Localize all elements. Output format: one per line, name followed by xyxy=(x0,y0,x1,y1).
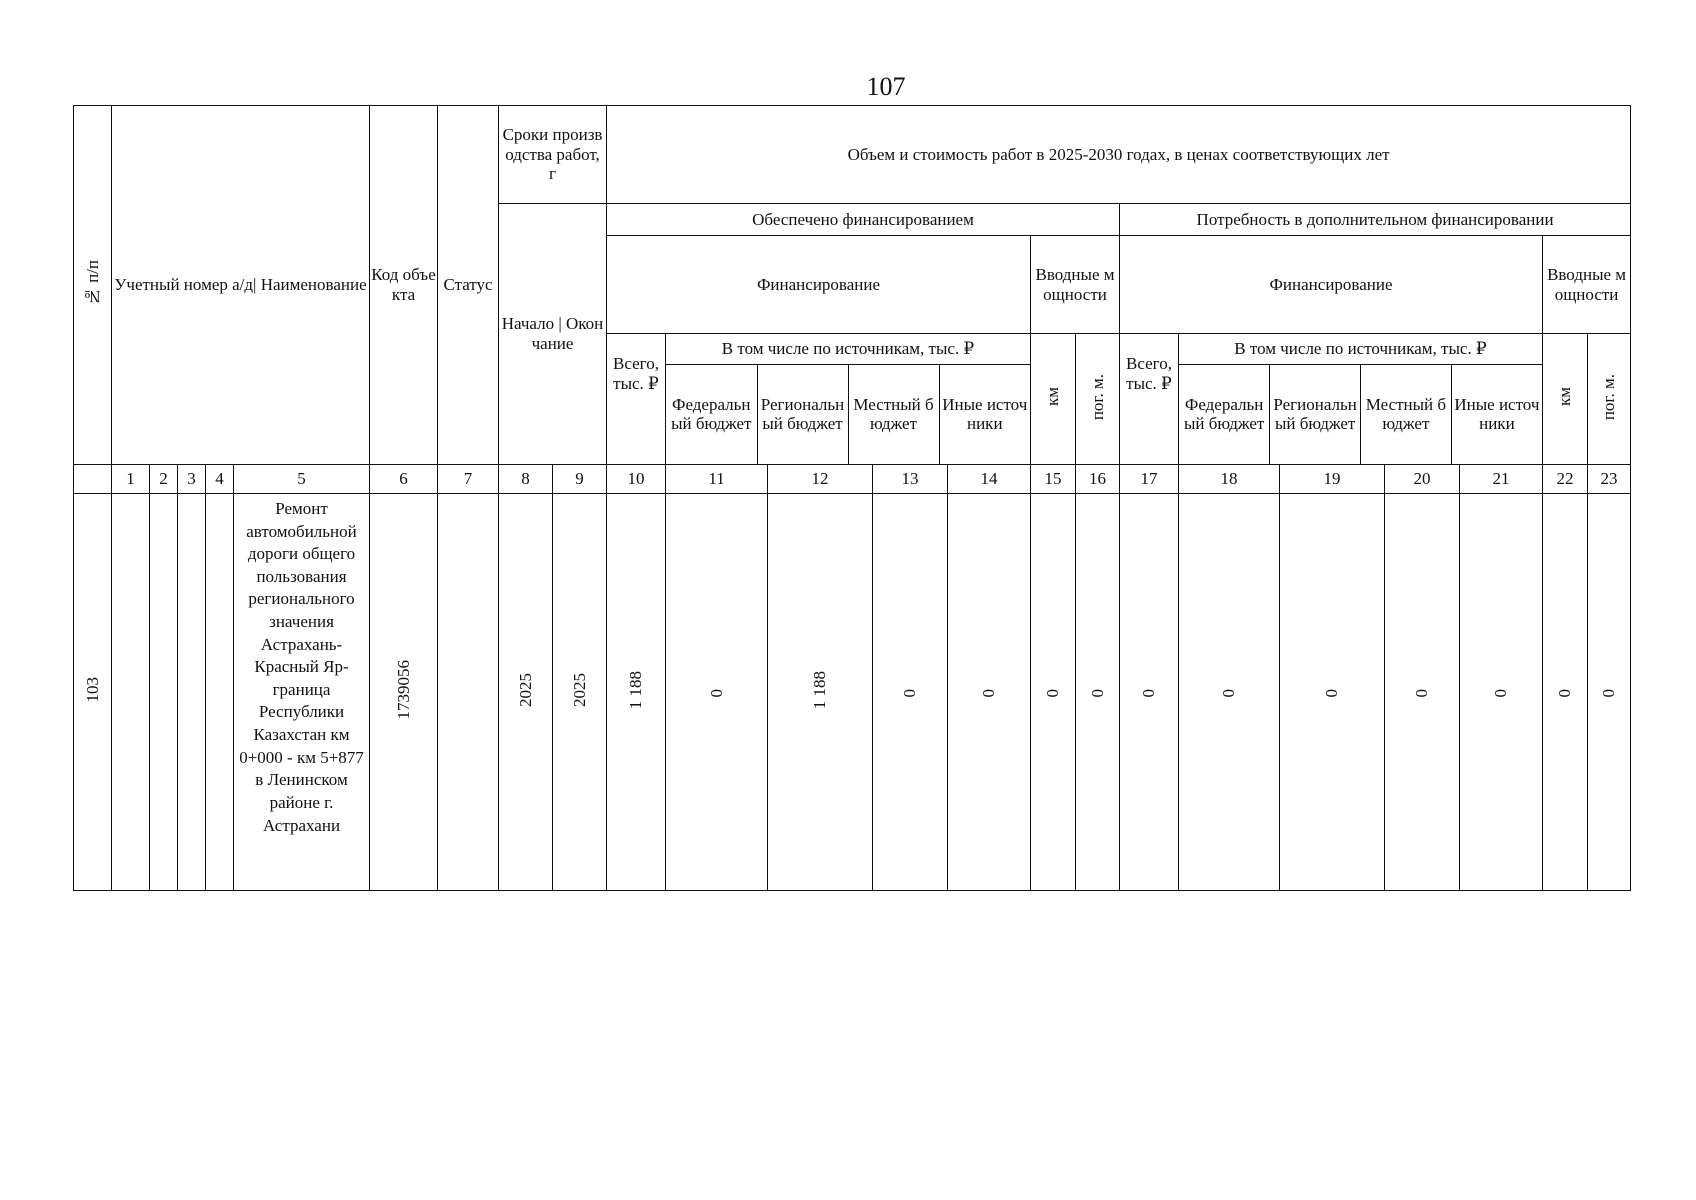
header-secured: Обеспечено финансированием xyxy=(607,204,1120,236)
secured-federal: Федеральный бюджет xyxy=(666,364,757,464)
header-object-code: Код объекта xyxy=(370,106,438,465)
need-sources-label: В том числе по источникам, тыс. ₽ xyxy=(1179,334,1542,364)
cell-need-pog-m: 0 xyxy=(1588,494,1631,891)
cell-object-name: Ремонт автомобильной дороги общего пользования регионального значения Астрахань-Красный Яр-граница Республики Казахстан км 0+000 - км 5+877 в Ленинском районе г. Астрахани xyxy=(234,494,370,891)
need-pog-m: пог. м. xyxy=(1588,334,1631,465)
column-number: 1 xyxy=(112,465,150,494)
header-secured-financing: Финансирование xyxy=(607,236,1031,334)
cell-col3 xyxy=(178,494,206,891)
column-number: 17 xyxy=(1120,465,1179,494)
header-terms: Сроки производства работ, г xyxy=(499,106,607,204)
cell-secured-other: 0 xyxy=(948,494,1031,891)
table-row xyxy=(74,494,1631,891)
column-number: 16 xyxy=(1076,465,1120,494)
header-need-financing: Финансирование xyxy=(1120,236,1543,334)
column-number: 12 xyxy=(768,465,873,494)
cell-need-other: 0 xyxy=(1460,494,1543,891)
header-start-end: Начало | Окончание xyxy=(499,204,607,465)
need-km: км xyxy=(1543,334,1588,465)
column-number: 14 xyxy=(948,465,1031,494)
need-other: Иные источники xyxy=(1454,394,1540,434)
column-number: 21 xyxy=(1460,465,1543,494)
column-number-row xyxy=(74,465,1631,494)
cell-row-number: 103 xyxy=(74,494,112,891)
column-number: 10 xyxy=(607,465,666,494)
header-need-sources xyxy=(1179,334,1543,465)
secured-km: км xyxy=(1031,334,1076,465)
cell-col2 xyxy=(150,494,178,891)
secured-regional: Региональный бюджет xyxy=(757,364,848,464)
cell-secured-pog-m: 0 xyxy=(1076,494,1120,891)
header-volume-cost: Объем и стоимость работ в 2025-2030 годах, в ценах соответствующих лет xyxy=(607,106,1631,204)
secured-other: Иные источники xyxy=(942,394,1028,434)
cell-need-total: 0 xyxy=(1120,494,1179,891)
secured-local: Местный бюджет xyxy=(848,364,939,464)
column-number: 13 xyxy=(873,465,948,494)
header-need-total: Всего, тыс. ₽ xyxy=(1120,334,1179,465)
column-number: 5 xyxy=(234,465,370,494)
cell-col4 xyxy=(206,494,234,891)
page-number: 107 xyxy=(866,72,906,101)
header-need: Потребность в дополнительном финансировании xyxy=(1120,204,1631,236)
need-federal: Федеральный бюджет xyxy=(1179,364,1270,464)
column-number: 11 xyxy=(666,465,768,494)
column-number-blank xyxy=(74,465,112,494)
column-number: 3 xyxy=(178,465,206,494)
column-number: 20 xyxy=(1385,465,1460,494)
cell-secured-local: 0 xyxy=(873,494,948,891)
secured-pog-m: пог. м. xyxy=(1076,334,1120,465)
cell-need-federal: 0 xyxy=(1179,494,1280,891)
cell-col1 xyxy=(112,494,150,891)
cell-object-code: 1739056 xyxy=(370,494,438,891)
need-local: Местный бюджет xyxy=(1361,364,1452,464)
cell-start: 2025 xyxy=(499,494,553,891)
column-number: 8 xyxy=(499,465,553,494)
column-number: 2 xyxy=(150,465,178,494)
header-secured-capacity: Вводные мощности xyxy=(1031,236,1120,334)
column-number: 18 xyxy=(1179,465,1280,494)
cell-status xyxy=(438,494,499,891)
secured-sources-label: В том числе по источникам, тыс. ₽ xyxy=(666,334,1030,364)
cell-secured-total: 1 188 xyxy=(607,494,666,891)
header-account-name: Учетный номер а/д| Наименование xyxy=(112,106,370,465)
column-number: 23 xyxy=(1588,465,1631,494)
column-number: 4 xyxy=(206,465,234,494)
cell-need-km: 0 xyxy=(1543,494,1588,891)
column-number: 6 xyxy=(370,465,438,494)
cell-need-regional: 0 xyxy=(1280,494,1385,891)
column-number: 9 xyxy=(553,465,607,494)
header-secured-sources xyxy=(666,334,1031,465)
cell-secured-federal: 0 xyxy=(666,494,768,891)
cell-secured-regional: 1 188 xyxy=(768,494,873,891)
cell-need-local: 0 xyxy=(1385,494,1460,891)
header-need-capacity: Вводные мощности xyxy=(1543,236,1631,334)
cell-secured-km: 0 xyxy=(1031,494,1076,891)
need-regional: Региональный бюджет xyxy=(1270,364,1361,464)
works-table xyxy=(73,105,1631,891)
cell-end: 2025 xyxy=(553,494,607,891)
column-number: 7 xyxy=(438,465,499,494)
column-number: 22 xyxy=(1543,465,1588,494)
header-secured-total: Всего, тыс. ₽ xyxy=(607,334,666,465)
header-status: Статус xyxy=(438,106,499,465)
header-row-number: № п/п xyxy=(74,106,112,465)
column-number: 19 xyxy=(1280,465,1385,494)
column-number: 15 xyxy=(1031,465,1076,494)
